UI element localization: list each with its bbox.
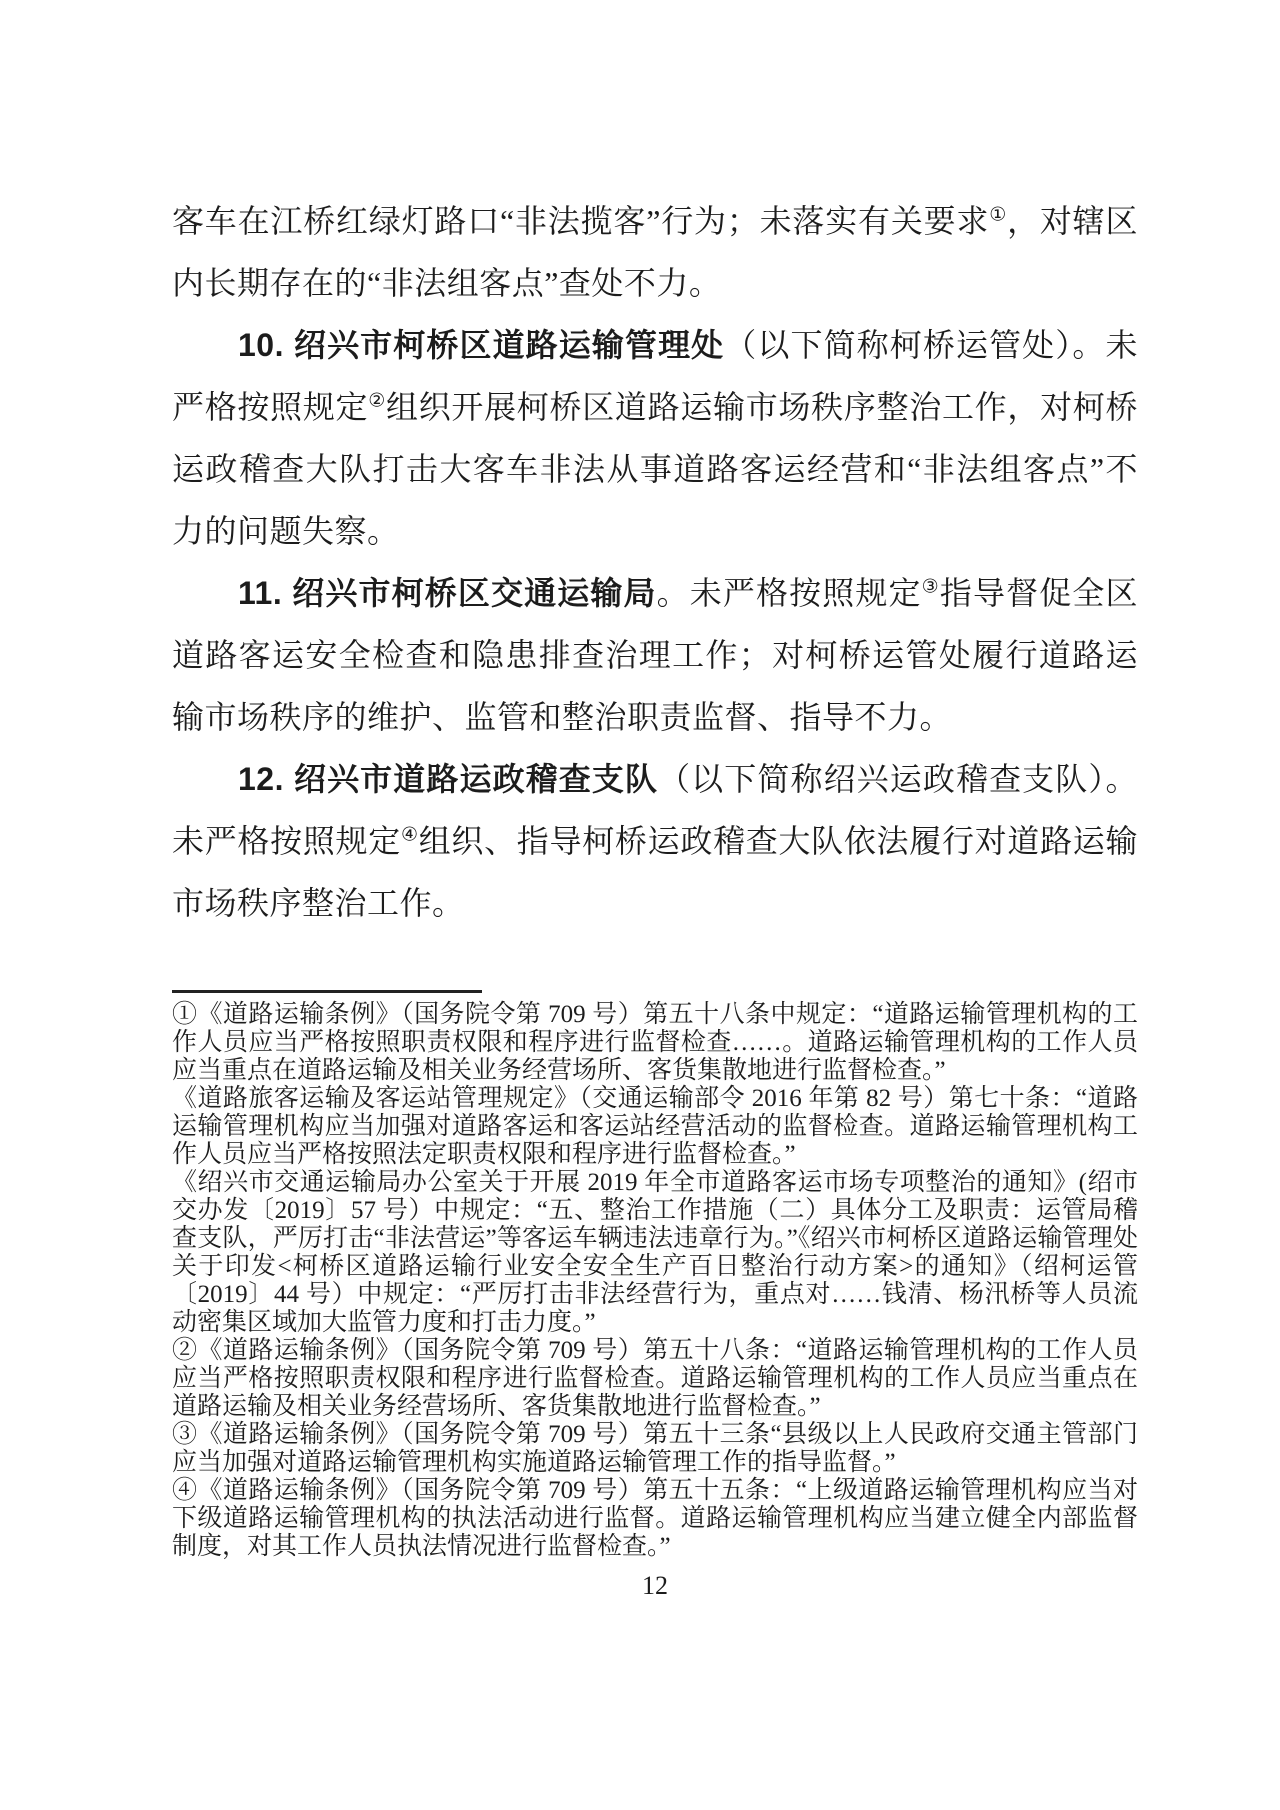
text-run: 。未严格按照规定: [656, 575, 922, 611]
text-run: （以下简称绍兴运政稽查支队）。未严格按照规定: [172, 761, 1138, 859]
item-11-heading: 11. 绍兴市柯桥区交通运输局: [238, 575, 657, 611]
document-page-content: [172, 190, 1138, 1601]
item-12-paragraph: [172, 748, 1138, 934]
main-text-section: [172, 190, 1138, 934]
text-run: 指导督促全区道路客运安全检查和隐患排查治理工作；对柯桥运管处履行道路运输市场秩序的维护、监管和整治职责监督、指导不力。: [172, 575, 1138, 735]
footnote-ref-1-icon: ①: [989, 204, 1008, 226]
footnote-3: ③《道路运输条例》（国务院令第 709 号）第五十三条“县级以上人民政府交通主管部门应当加强对道路运输管理机构实施道路运输管理工作的指导监督。”: [172, 1421, 1138, 1476]
text-run: 客车在江桥红绿灯路口“非法揽客”行为；未落实有关要求: [172, 203, 990, 239]
footnote-1-citation-3: 《绍兴市交通运输局办公室关于开展 2019 年全市道路客运市场专项整治的通知》(绍市交办发〔2019〕57 号）中规定：“五、整治工作措施（二）具体分工及职责：运管局稽查支队，严厉打击“非法营运”等客运车辆违法违章行为。”《绍兴市柯桥区道路运输管理处关于印发<柯桥区道路运输行业安全安全生产百日整治行动方案>的通知》（绍柯运管〔2019〕44 号）中规定：“严厉打击非法经营行为，重点对……钱清、杨汛桥等人员流动密集区域加大监管力度和打击力度。”: [172, 1169, 1138, 1336]
footnote-2: ②《道路运输条例》（国务院令第 709 号）第五十八条：“道路运输管理机构的工作人员应当严格按照职责权限和程序进行监督检查。道路运输管理机构的工作人员应当重点在道路运输及相关业务经营场所、客货集散地进行监督检查。”: [172, 1337, 1138, 1420]
item-12-heading: 12. 绍兴市道路运政稽查支队: [238, 761, 659, 797]
footnote-ref-3-icon: ③: [921, 576, 940, 598]
footnote-1-citation-2: 《道路旅客运输及客运站管理规定》（交通运输部令 2016 年第 82 号）第七十条：“道路运输管理机构应当加强对道路客运和客运站经营活动的监督检查。道路运输管理机构工作人员应当严格按照法定职责权限和程序进行监督检查。”: [172, 1085, 1138, 1168]
item-10-paragraph: [172, 314, 1138, 562]
body-paragraph-continuation: [172, 190, 1138, 314]
item-10-heading: 10. 绍兴市柯桥区道路运输管理处: [238, 327, 725, 363]
text-run: ，对辖区内长期存在的“非法组客点”查处不力。: [172, 203, 1138, 301]
text-run: 组织、指导柯桥运政稽查大队依法履行对道路运输市场秩序整治工作。: [172, 823, 1138, 921]
footnote-4: ④《道路运输条例》（国务院令第 709 号）第五十五条：“上级道路运输管理机构应当对下级道路运输管理机构的执法活动进行监督。道路运输管理机构应当建立健全内部监督制度，对其工作人员执法情况进行监督检查。”: [172, 1477, 1138, 1560]
footnote-separator: [172, 990, 482, 993]
text-run: （以下简称柯桥运管处）。未严格按照规定: [172, 327, 1138, 425]
footnotes-section: [172, 1001, 1138, 1561]
page-number: 12: [642, 1571, 668, 1600]
footnote-1-citation-1: ①《道路运输条例》（国务院令第 709 号）第五十八条中规定：“道路运输管理机构的工作人员应当严格按照职责权限和程序进行监督检查……。道路运输管理机构的工作人员应当重点在道路运输及相关业务经营场所、客货集散地进行监督检查。”: [172, 1001, 1138, 1084]
footnote-ref-4-icon: ④: [400, 824, 419, 846]
text-run: 组织开展柯桥区道路运输市场秩序整治工作，对柯桥运政稽查大队打击大客车非法从事道路客运经营和“非法组客点”不力的问题失察。: [172, 389, 1138, 549]
item-11-paragraph: [172, 562, 1138, 748]
footnote-ref-2-icon: ②: [368, 390, 386, 412]
